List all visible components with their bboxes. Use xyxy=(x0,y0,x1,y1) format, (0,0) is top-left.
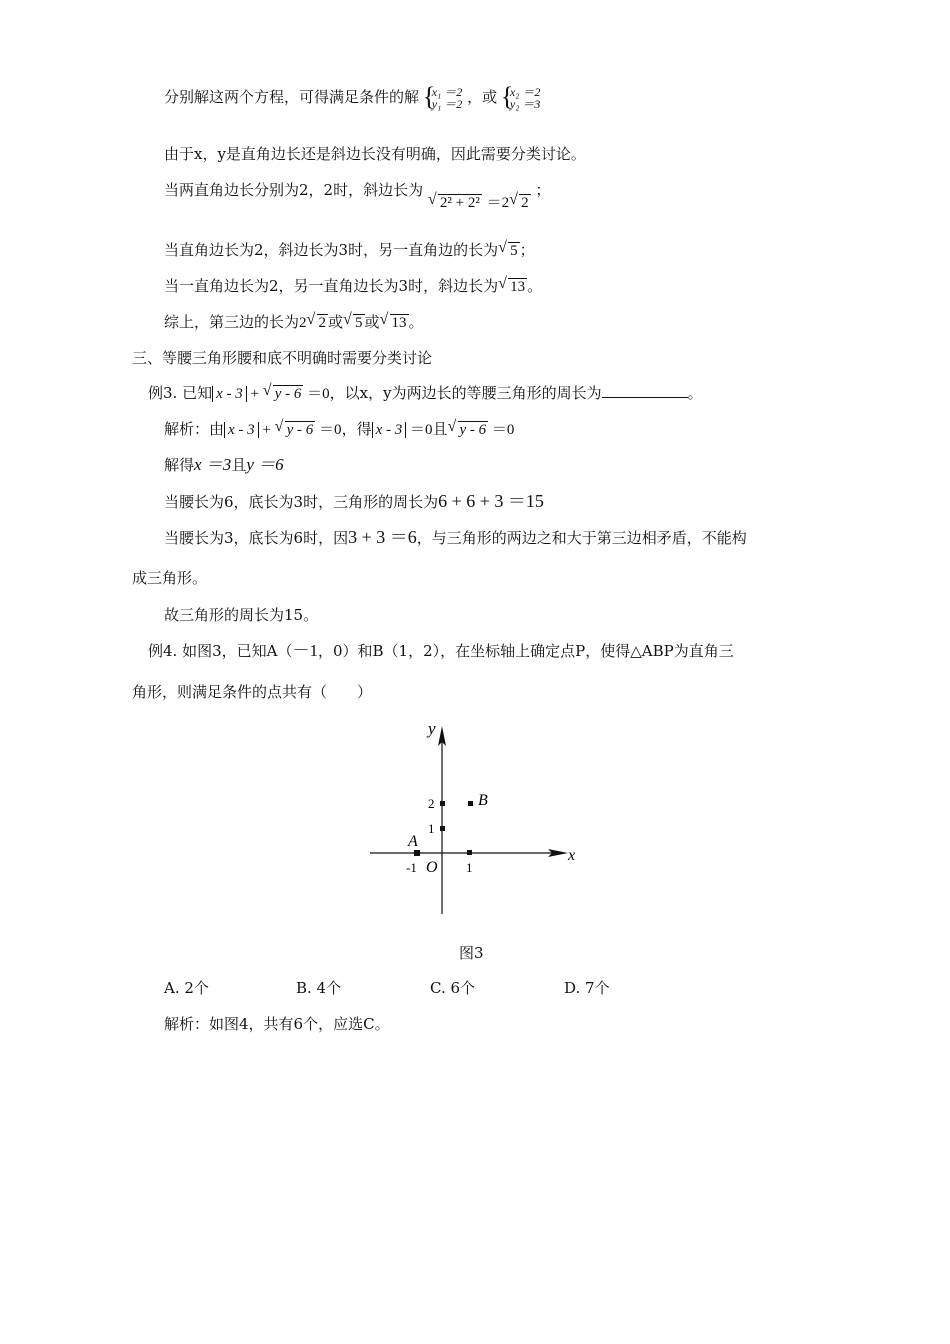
coordinate-figure xyxy=(368,716,588,916)
math: x ＝3 xyxy=(194,455,232,474)
text: 解得 xyxy=(164,456,195,474)
line-solutions xyxy=(164,86,540,110)
radical: √ 13 xyxy=(390,314,409,331)
example-4-cont: 角形，则满足条件的点共有（ ） xyxy=(132,683,373,701)
text: ； xyxy=(535,181,551,199)
final-analysis: 解析：如图4，共有6个，应选C。 xyxy=(164,1015,390,1033)
solution-system-2 xyxy=(502,86,541,110)
text: 。 xyxy=(527,277,543,295)
text: 例3. 已知 xyxy=(148,384,213,402)
option-c: C. 6个 xyxy=(430,979,476,997)
point-a-label: A xyxy=(408,833,418,850)
math: ＝0 xyxy=(303,386,330,402)
abs-expr: x - 3 xyxy=(224,422,259,438)
math: ＝0且 xyxy=(406,422,448,438)
point-b-marker xyxy=(468,801,473,806)
text: 综上，第三边的长为 xyxy=(164,313,300,331)
point-a-marker xyxy=(414,850,420,856)
tick-y2-marker xyxy=(440,801,445,806)
radical: √ y - 6 xyxy=(285,421,316,438)
sys-row: x₂ ＝2 xyxy=(509,85,541,99)
tick-x1-marker xyxy=(467,850,472,855)
text: 或 xyxy=(364,313,380,331)
tick-y1-marker xyxy=(440,826,445,831)
figure-caption: 图3 xyxy=(459,944,484,962)
solution-system-1 xyxy=(424,86,463,110)
text: ，以x，y为两边长的等腰三角形的周长为 xyxy=(329,384,602,402)
math: ＝2 xyxy=(486,195,510,211)
text: ； xyxy=(519,241,535,259)
text: 例4. 如图3，已知A（ xyxy=(148,642,293,660)
tick-y2-label: 2 xyxy=(428,796,435,811)
text: 。 xyxy=(408,313,424,331)
tick-neg1-label: -1 xyxy=(406,860,417,875)
radical: √ 2 xyxy=(519,194,531,211)
math: －1 xyxy=(292,641,318,660)
math: + xyxy=(246,386,263,402)
section-heading: 三、等腰三角形腰和底不明确时需要分类讨论 xyxy=(132,349,433,367)
line-summary xyxy=(164,312,424,333)
text: 且 xyxy=(231,456,247,474)
case-2-cont: 成三角形。 xyxy=(132,569,208,587)
tick-x1-label: 1 xyxy=(466,860,473,875)
text: ，或 xyxy=(467,88,498,106)
text: ，得 xyxy=(341,420,372,438)
radical: √ 2² + 2² xyxy=(438,194,482,211)
conclusion: 故三角形的周长为15。 xyxy=(164,606,319,624)
radical: √ 2 xyxy=(317,314,329,331)
text: 。 xyxy=(687,384,703,402)
text: 当腰长为3，底长为6时，因 xyxy=(164,529,349,547)
math: ＝0 xyxy=(488,422,515,438)
analysis-3 xyxy=(164,419,514,440)
line-case-leg xyxy=(164,240,535,260)
case-2 xyxy=(164,527,747,548)
radical: √ y - 6 xyxy=(458,421,489,438)
line-case-hyp xyxy=(164,180,551,211)
radical: √ 5 xyxy=(353,314,365,331)
text: 分别解这两个方程，可得满足条件的解 xyxy=(164,88,420,106)
text: 当两直角边长分别为2，2时，斜边长为 xyxy=(164,181,424,199)
math: 2 xyxy=(299,315,307,331)
text: ，0）和B（1，2），在坐标轴上确定点P，使得△ABP为直角三 xyxy=(317,642,734,660)
tick-y1-label: 1 xyxy=(428,821,435,836)
example-4 xyxy=(148,641,734,661)
text: 或 xyxy=(328,313,344,331)
origin-label: O xyxy=(426,859,438,876)
text: ，与三角形的两边之和大于第三边相矛盾，不能构 xyxy=(416,529,747,547)
answer-blank xyxy=(602,383,688,398)
abs-expr: x - 3 xyxy=(212,386,247,402)
math: + xyxy=(258,422,275,438)
line-case-hyp2 xyxy=(164,276,542,296)
math: 3 + 3 ＝6 xyxy=(348,527,417,547)
case-1 xyxy=(164,491,544,512)
text: 当直角边长为2，斜边长为3时，另一直角边的长为 xyxy=(164,241,499,259)
option-d: D. 7个 xyxy=(564,979,610,997)
sys-row: y₂ ＝3 xyxy=(509,97,541,111)
text: 当一直角边长为2，另一直角边长为3时，斜边长为 xyxy=(164,277,499,295)
text: 解析：由 xyxy=(164,420,225,438)
radical: √ 13 xyxy=(508,278,527,295)
radical: √ y - 6 xyxy=(273,385,304,402)
line-discussion: 由于x，y是直角边长还是斜边长没有明确，因此需要分类讨论。 xyxy=(164,145,586,163)
text: 当腰长为6，底长为3时，三角形的周长为 xyxy=(164,493,439,511)
example-3 xyxy=(148,383,703,404)
x-axis-label: x xyxy=(568,847,576,864)
solve-line xyxy=(164,455,284,475)
radical: √ 5 xyxy=(508,242,520,259)
option-b: B. 4个 xyxy=(296,979,342,997)
math: ＝0 xyxy=(315,422,342,438)
math: y ＝6 xyxy=(246,455,284,474)
sys-row: y₁ ＝2 xyxy=(431,97,463,111)
point-b-label: B xyxy=(478,792,488,809)
abs-expr: x - 3 xyxy=(372,422,407,438)
option-a: A. 2个 xyxy=(164,979,209,997)
math: 6 + 6 + 3 ＝15 xyxy=(438,491,544,511)
sys-row: x₁ ＝2 xyxy=(431,85,463,99)
y-axis-label: y xyxy=(428,719,436,738)
